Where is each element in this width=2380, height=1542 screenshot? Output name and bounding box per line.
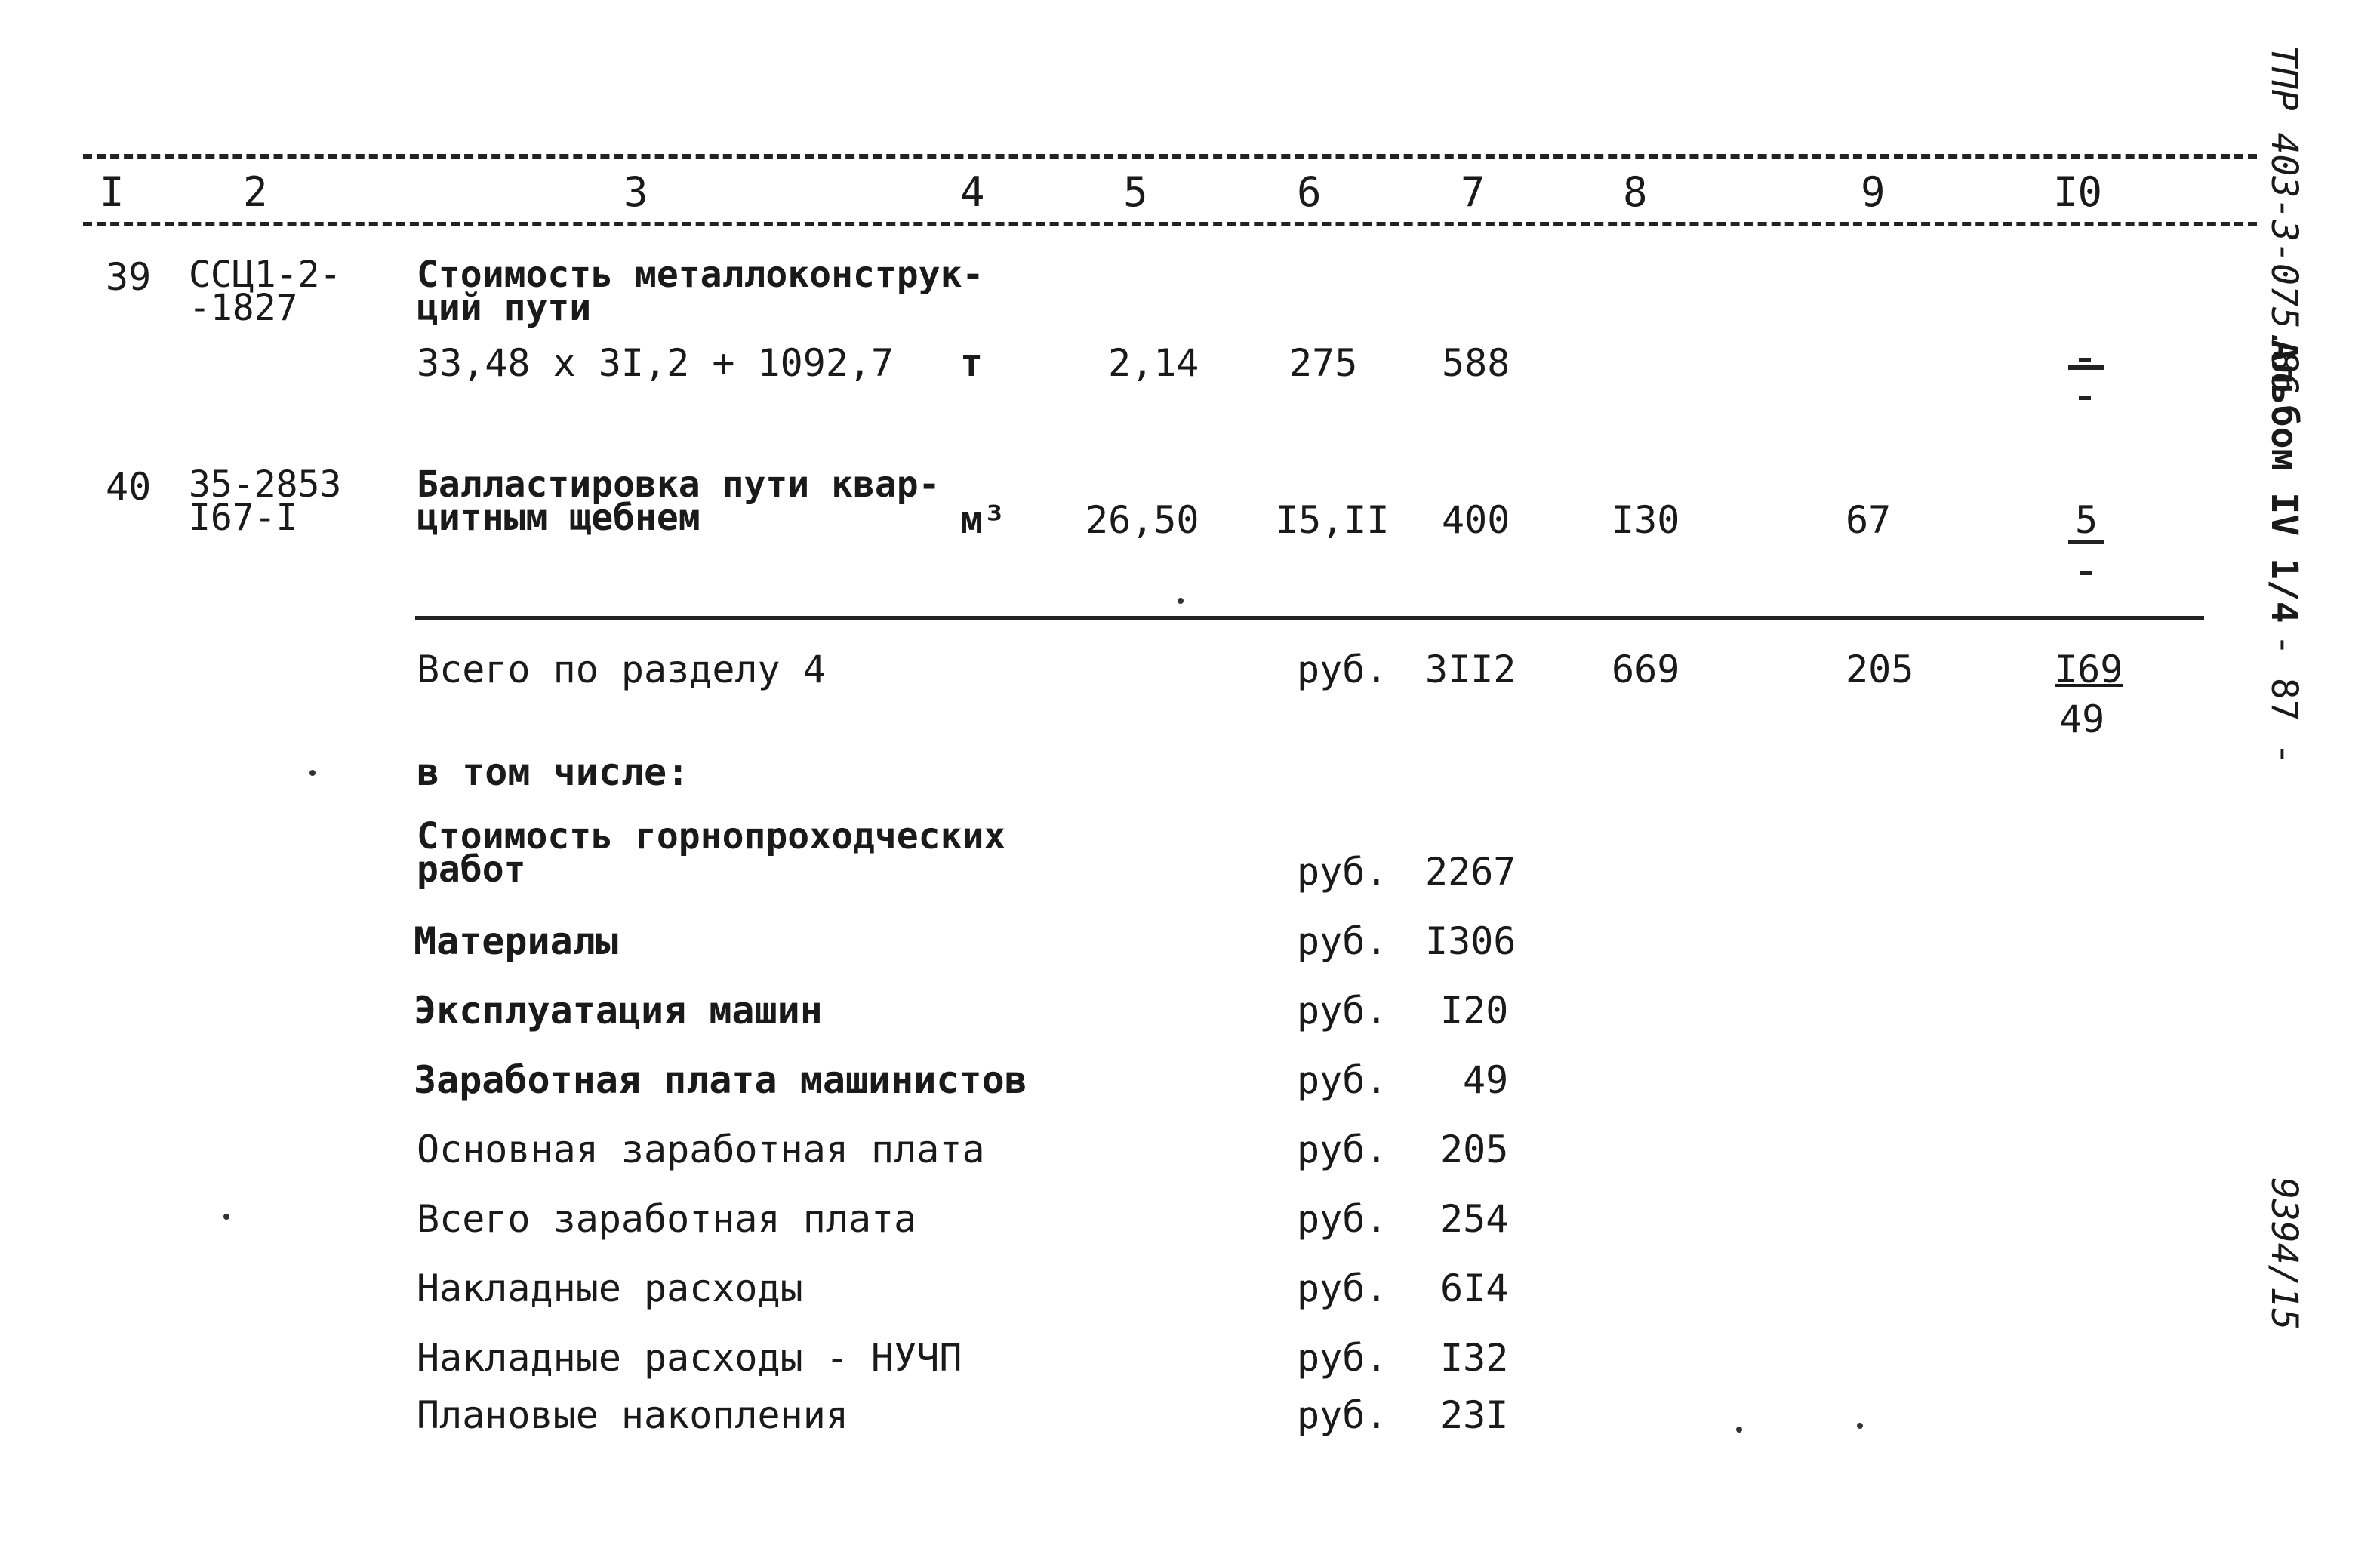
breakdown-unit: руб.	[1297, 1336, 1388, 1380]
breakdown-label: Накладные расходы	[417, 1267, 803, 1310]
row-description-line: Стоимость металлоконструк-	[417, 254, 984, 296]
fraction-dash	[2080, 571, 2092, 575]
row-description-line: Балластировка пути квар-	[417, 463, 941, 506]
doc-code: ТПР 403-3-075.86	[2263, 45, 2305, 395]
breakdown-value: I20	[1440, 989, 1509, 1033]
breakdown-label-line: Стоимость горнопроходческих	[417, 815, 1006, 857]
row-code-line: ССЦ1-2-	[189, 254, 342, 296]
total-col7: 3II2	[1425, 648, 1516, 691]
header-bottom-rule	[83, 222, 2257, 226]
row-col6: 275	[1289, 341, 1358, 385]
breakdown-value: 254	[1440, 1197, 1509, 1241]
col-header-1: I	[100, 168, 125, 216]
row-col8: I30	[1612, 498, 1680, 542]
breakdown-label: Материалы	[414, 919, 618, 963]
breakdown-label: Накладные расходы - НУЧП	[417, 1336, 962, 1380]
row-description	[417, 463, 941, 540]
col-header-2: 2	[243, 168, 268, 216]
row-col6: I5,II	[1276, 498, 1390, 542]
inventory-stamp: 9394/15	[2263, 1177, 2305, 1331]
speck	[1857, 1423, 1863, 1429]
fraction-dash	[2079, 358, 2091, 362]
row-description	[417, 254, 984, 330]
row-description-line: цитным щебнем	[417, 497, 700, 540]
breakdown-label: Основная заработная плата	[417, 1128, 985, 1171]
col-header-7: 7	[1461, 168, 1486, 216]
breakdown-label: Плановые накопления	[417, 1393, 848, 1437]
speck	[1736, 1427, 1742, 1433]
breakdown-value: 6I4	[1440, 1267, 1509, 1310]
total-col10-bottom: 49	[2059, 697, 2105, 741]
breakdown-value: I32	[1440, 1336, 1509, 1380]
total-unit: руб.	[1297, 648, 1388, 691]
total-col10-top: I69	[2055, 648, 2123, 691]
page-number: - 87 -	[2263, 634, 2305, 765]
col-header-9: 9	[1861, 168, 1886, 216]
row-code	[189, 463, 342, 540]
breakdown-value: 2267	[1425, 850, 1516, 894]
row-code-line: 35-2853	[189, 463, 342, 506]
breakdown-unit: руб.	[1297, 1197, 1388, 1241]
total-rule	[415, 616, 2204, 620]
row-col5: 2,14	[1108, 341, 1199, 385]
breakdown-label: Заработная плата машинистов	[414, 1058, 1027, 1102]
total-col9: 205	[1846, 648, 1914, 691]
speck	[309, 770, 316, 776]
breakdown-label	[417, 815, 1006, 891]
album-label: Альбом IV 1/4	[2263, 340, 2305, 623]
breakdown-unit: руб.	[1297, 919, 1388, 963]
row-unit: м³	[960, 498, 1006, 542]
breakdown-label: Эксплуатация машин	[414, 989, 823, 1033]
breakdown-unit: руб.	[1297, 1058, 1388, 1102]
including-label: в том числе:	[417, 750, 690, 794]
breakdown-label: Всего заработная плата	[417, 1197, 917, 1241]
col-header-5: 5	[1123, 168, 1148, 216]
row-col7: 400	[1442, 498, 1510, 542]
speck	[223, 1214, 229, 1220]
row-number: 39	[106, 255, 152, 299]
row-col7: 588	[1442, 341, 1510, 385]
row-unit: т	[960, 341, 984, 385]
breakdown-unit: руб.	[1297, 989, 1388, 1033]
header-top-rule	[83, 154, 2257, 159]
breakdown-unit: руб.	[1297, 1393, 1388, 1437]
row-code-line: I67-I	[189, 497, 298, 540]
breakdown-label-line: работ	[417, 848, 526, 891]
total-col8: 669	[1612, 648, 1680, 691]
speck	[1178, 598, 1184, 604]
total-label: Всего по разделу 4	[417, 648, 826, 691]
breakdown-unit: руб.	[1297, 850, 1388, 894]
col-header-6: 6	[1297, 168, 1322, 216]
col-header-4: 4	[960, 168, 985, 216]
col-header-3: 3	[623, 168, 648, 216]
row-code-line: -1827	[189, 287, 298, 330]
row-description-line: ций пути	[417, 287, 592, 330]
breakdown-value: I306	[1425, 919, 1516, 963]
col-header-8: 8	[1623, 168, 1648, 216]
fraction-dash	[2079, 396, 2091, 400]
row-col9: 67	[1846, 498, 1892, 542]
breakdown-value: 205	[1440, 1128, 1509, 1171]
row-col5: 26,50	[1085, 498, 1199, 542]
breakdown-unit: руб.	[1297, 1128, 1388, 1171]
fraction-bar	[2068, 365, 2104, 370]
row-col10: 5	[2068, 501, 2104, 544]
row-code	[189, 254, 342, 330]
col-header-10: I0	[2053, 168, 2103, 216]
breakdown-value: 23I	[1440, 1393, 1509, 1437]
row-formula: 33,48 х 3I,2 + 1092,7	[417, 341, 894, 385]
breakdown-unit: руб.	[1297, 1267, 1388, 1310]
row-number: 40	[106, 465, 152, 509]
breakdown-value: 49	[1463, 1058, 1509, 1102]
